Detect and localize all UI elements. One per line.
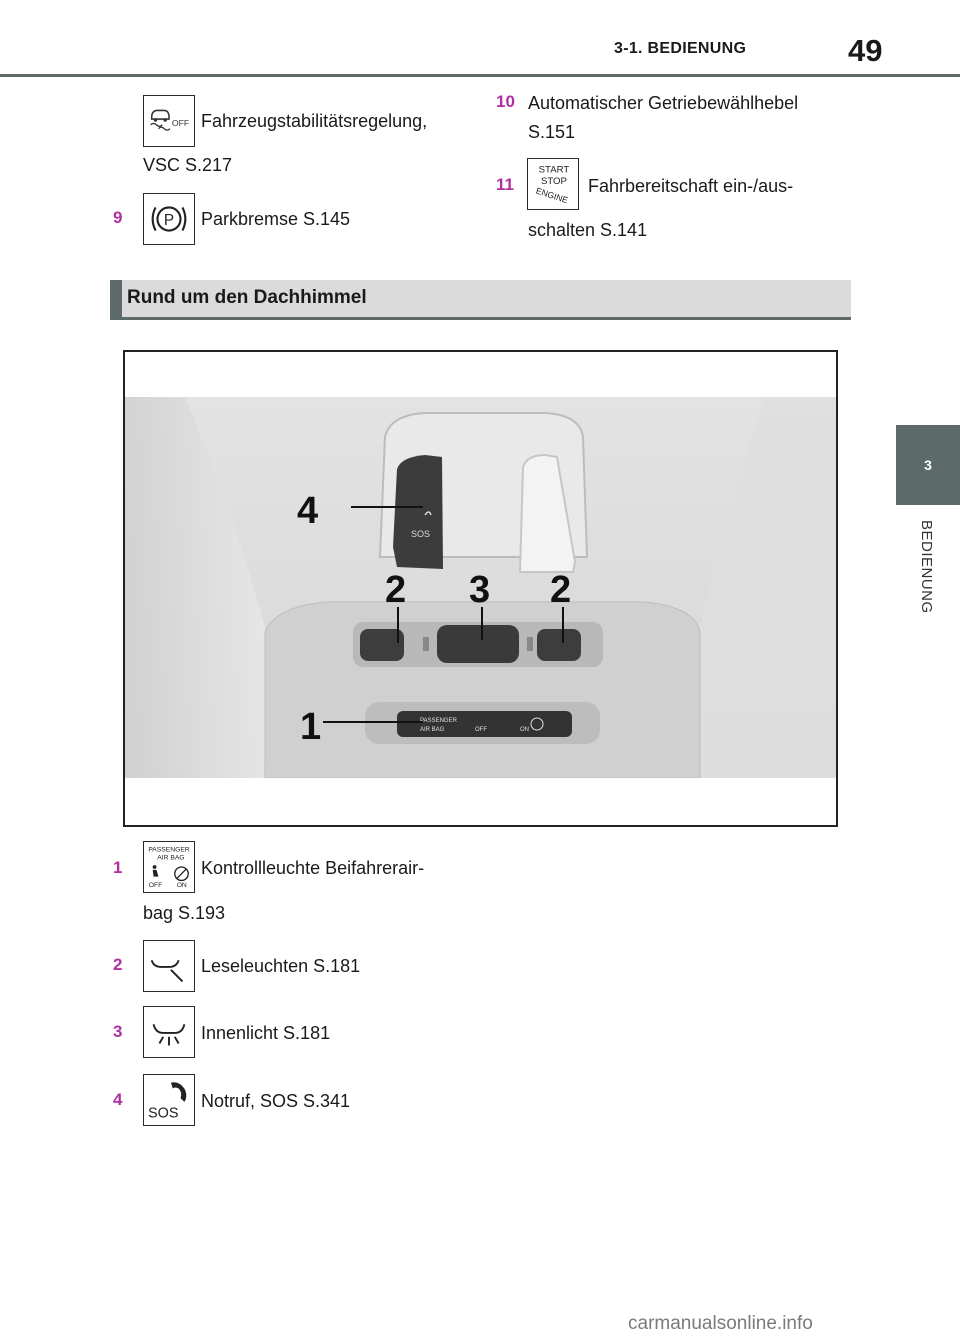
svg-text:P: P — [163, 211, 175, 229]
svg-text:2: 2 — [550, 569, 572, 611]
parking-brake-icon — [143, 193, 195, 245]
item-start-stop-line1: Fahrbereitschaft ein-/aus- — [588, 176, 794, 196]
item-reading-light-label: Leseleuchten S.181 — [201, 956, 361, 976]
passenger-airbag-indicator-icon — [143, 841, 195, 893]
svg-text:4: 4 — [297, 490, 319, 532]
svg-text:AIR BAG: AIR BAG — [420, 727, 445, 733]
item-vsc-line2: VSC S.217 — [143, 155, 233, 175]
svg-text:3: 3 — [469, 569, 491, 611]
svg-text:SOS: SOS — [148, 1105, 179, 1122]
running-header-section: 3-1. BEDIENUNG — [614, 40, 747, 57]
item-parking-brake-label: Parkbremse S.145 — [201, 209, 351, 229]
item-number-4: 4 — [113, 1090, 123, 1109]
section-heading: Rund um den Dachhimmel — [127, 287, 367, 308]
svg-text:PASSENGER: PASSENGER — [420, 718, 457, 724]
item-airbag-line2: bag S.193 — [143, 903, 226, 923]
svg-text:OFF: OFF — [148, 882, 163, 890]
page-number: 49 — [848, 33, 883, 68]
item-number-1: 1 — [113, 858, 123, 877]
svg-text:AIR BAG: AIR BAG — [157, 854, 185, 862]
chapter-number: 3 — [924, 457, 932, 473]
svg-text:1: 1 — [300, 706, 322, 748]
svg-text:START: START — [538, 164, 570, 176]
item-number-2: 2 — [113, 955, 123, 974]
item-number-9: 9 — [113, 208, 123, 227]
item-gear-selector-line1: Automatischer Getriebewählhebel — [528, 93, 799, 113]
item-number-11: 11 — [496, 175, 514, 194]
item-airbag-line1: Kontrollleuchte Beifahrerair- — [201, 858, 425, 878]
reading-light-icon — [143, 940, 195, 992]
interior-light-icon — [143, 1006, 195, 1058]
item-sos-label: Notruf, SOS S.341 — [201, 1091, 351, 1111]
header-divider — [0, 74, 960, 77]
svg-text:SOS: SOS — [411, 529, 431, 539]
svg-text:2: 2 — [385, 569, 407, 611]
site-watermark: carmanualsonline.info — [628, 1313, 813, 1334]
svg-text:ENGINE: ENGINE — [534, 185, 570, 206]
item-vsc-line1: Fahrzeugstabilitätsregelung, — [201, 111, 428, 131]
chapter-tab — [896, 425, 960, 505]
start-stop-engine-icon — [527, 158, 579, 210]
item-start-stop-line2: schalten S.141 — [528, 220, 648, 240]
item-number-10: 10 — [496, 92, 515, 111]
svg-text:OFF: OFF — [171, 117, 190, 128]
vsc-off-icon — [143, 95, 195, 147]
item-gear-selector-line2: S.151 — [528, 122, 576, 142]
svg-text:ON: ON — [176, 882, 187, 890]
chapter-tab-label: BEDIENUNG — [918, 520, 935, 614]
item-interior-light-label: Innenlicht S.181 — [201, 1023, 331, 1043]
svg-text:ON: ON — [520, 727, 529, 733]
sos-phone-icon — [143, 1074, 195, 1126]
svg-text:PASSENGER: PASSENGER — [148, 846, 190, 854]
svg-text:STOP: STOP — [540, 176, 567, 187]
svg-text:OFF: OFF — [475, 727, 487, 733]
overhead-console-illustration — [125, 397, 836, 778]
item-number-3: 3 — [113, 1022, 123, 1041]
